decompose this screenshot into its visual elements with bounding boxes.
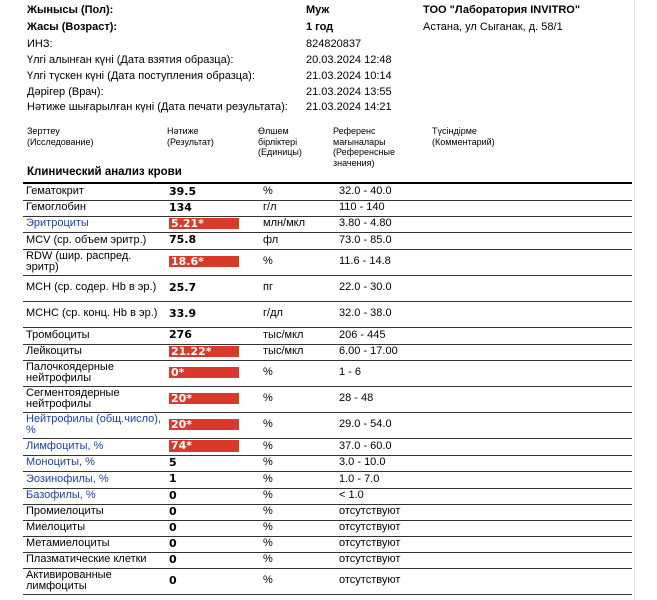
row-reference: 206 - 445 [336, 327, 440, 344]
row-result-cell [166, 386, 260, 412]
results-table [23, 182, 632, 595]
row-result-flagged: 74* [169, 440, 239, 452]
row-reference: 37.0 - 60.0 [336, 438, 440, 455]
row-comment [440, 232, 632, 249]
row-result-cell [166, 504, 260, 520]
row-reference: 29.0 - 54.0 [336, 412, 440, 438]
table-row [23, 471, 632, 488]
table-row [23, 455, 632, 471]
table-row [23, 536, 632, 552]
row-result-flagged: 18.6* [169, 256, 239, 268]
row-name: Сегментоядерные нейтрофилы [23, 386, 166, 412]
table-row [23, 275, 632, 301]
row-reference: 22.0 - 30.0 [336, 275, 440, 301]
table-row [23, 504, 632, 520]
row-result-cell [166, 360, 260, 386]
row-name: MCH (ср. содер. Hb в эр.) [23, 275, 166, 301]
row-unit: % [260, 520, 336, 536]
table-row [23, 344, 632, 360]
row-unit: г/дл [260, 301, 336, 327]
row-result-cell [166, 301, 260, 327]
col-header-comment: Түсіндірме (Комментарий) [432, 126, 495, 147]
sample-received-label: Үлгі түскен күні (Дата поступления образца): [27, 70, 255, 82]
row-name[interactable]: Лимфоциты, % [23, 438, 166, 455]
row-unit: млн/мкл [260, 216, 336, 232]
row-name: Гематокрит [23, 183, 166, 200]
row-name: Палочкоядерные нейтрофилы [23, 360, 166, 386]
inz-label: ИНЗ: [27, 38, 53, 50]
row-reference: отсутствуют [336, 520, 440, 536]
row-comment [440, 536, 632, 552]
row-result: 0 [169, 504, 177, 518]
row-reference: 32.0 - 40.0 [336, 183, 440, 200]
row-result-cell [166, 520, 260, 536]
row-result: 33.9 [169, 306, 197, 320]
row-result: 0 [169, 552, 177, 566]
row-comment [440, 249, 632, 275]
row-result: 39.5 [169, 184, 197, 198]
table-row [23, 301, 632, 327]
row-result: 75.8 [169, 233, 197, 247]
row-result-flagged: 5.21* [169, 218, 239, 230]
row-comment [440, 344, 632, 360]
table-row [23, 232, 632, 249]
row-unit: % [260, 504, 336, 520]
row-result-cell [166, 438, 260, 455]
row-result-cell [166, 455, 260, 471]
row-result-cell [166, 200, 260, 216]
row-name: Плазматические клетки [23, 552, 166, 568]
row-result-cell [166, 249, 260, 275]
row-result: 5 [169, 455, 177, 469]
row-result-cell [166, 488, 260, 504]
row-reference: 1.0 - 7.0 [336, 471, 440, 488]
table-row [23, 438, 632, 455]
row-result-cell [166, 232, 260, 249]
table-row [23, 552, 632, 568]
row-result: 0 [169, 573, 177, 587]
row-comment [440, 520, 632, 536]
row-comment [440, 455, 632, 471]
col-header-units: Өлшем бірліктері (Единицы) [258, 126, 302, 157]
col-header-study: Зерттеу (Исследование) [27, 126, 94, 147]
row-comment [440, 386, 632, 412]
row-result-cell [166, 552, 260, 568]
row-reference: 1 - 6 [336, 360, 440, 386]
sample-taken-value: 20.03.2024 12:48 [306, 54, 392, 66]
row-reference: отсутствуют [336, 552, 440, 568]
row-result: 0 [169, 488, 177, 502]
row-name[interactable]: Моноциты, % [23, 455, 166, 471]
row-result-cell [166, 275, 260, 301]
row-comment [440, 183, 632, 200]
row-unit: % [260, 552, 336, 568]
row-reference: 6.00 - 17.00 [336, 344, 440, 360]
row-result: 0 [169, 536, 177, 550]
row-comment [440, 200, 632, 216]
row-unit: % [260, 488, 336, 504]
table-row [23, 249, 632, 275]
row-comment [440, 301, 632, 327]
row-result: 276 [169, 328, 192, 342]
row-comment [440, 488, 632, 504]
row-result-cell [166, 536, 260, 552]
row-name[interactable]: Нейтрофилы (общ.число), % [23, 412, 166, 438]
row-comment [440, 568, 632, 594]
row-comment [440, 327, 632, 344]
lab-address: Астана, ул Сыганак, д. 58/1 [423, 21, 563, 33]
row-result-flagged: 20* [169, 419, 239, 431]
row-result-flagged: 0* [169, 367, 239, 379]
row-name: MCHC (ср. конц. Hb в эр.) [23, 301, 166, 327]
row-result-cell [166, 216, 260, 232]
table-row [23, 360, 632, 386]
section-title: Клинический анализ крови [27, 166, 182, 178]
col-header-result: Нәтиже (Результат) [167, 126, 214, 147]
table-row [23, 488, 632, 504]
row-name: MCV (ср. объем эритр.) [23, 232, 166, 249]
row-name: Тромбоциты [23, 327, 166, 344]
lab-name: ТОО "Лаборатория INVITRO" [423, 4, 581, 16]
printed-value: 21.03.2024 14:21 [306, 101, 392, 113]
row-result-cell [166, 412, 260, 438]
age-label: Жасы (Возраст): [27, 21, 118, 33]
table-row [23, 386, 632, 412]
row-unit: фл [260, 232, 336, 249]
row-unit: % [260, 386, 336, 412]
row-unit: г/л [260, 200, 336, 216]
row-unit: % [260, 568, 336, 594]
row-comment [440, 216, 632, 232]
row-result: 1 [169, 472, 177, 486]
doctor-value: 21.03.2024 13:55 [306, 86, 392, 98]
page-edge [634, 0, 657, 600]
row-comment [440, 471, 632, 488]
row-reference: 3.0 - 10.0 [336, 455, 440, 471]
row-reference: < 1.0 [336, 488, 440, 504]
row-unit: % [260, 183, 336, 200]
row-unit: % [260, 438, 336, 455]
row-result: 25.7 [169, 280, 197, 294]
row-unit: % [260, 471, 336, 488]
sex-label: Жынысы (Пол): [27, 4, 114, 16]
row-reference: 11.6 - 14.8 [336, 249, 440, 275]
row-name: Миелоциты [23, 520, 166, 536]
row-unit: % [260, 536, 336, 552]
row-unit: % [260, 360, 336, 386]
sample-taken-label: Үлгі алынған күні (Дата взятия образца): [27, 54, 234, 66]
col-header-reference: Референс мағыналары (Референсные значения) [333, 126, 395, 168]
row-reference: 3.80 - 4.80 [336, 216, 440, 232]
row-unit: % [260, 412, 336, 438]
row-name[interactable]: Эозинофилы, % [23, 471, 166, 488]
row-reference: отсутствуют [336, 504, 440, 520]
row-comment [440, 552, 632, 568]
row-result-cell [166, 568, 260, 594]
row-comment [440, 275, 632, 301]
row-reference: отсутствуют [336, 568, 440, 594]
inz-value: 824820837 [306, 38, 362, 50]
table-row [23, 183, 632, 200]
row-comment [440, 412, 632, 438]
row-result-flagged: 20* [169, 393, 239, 405]
table-row [23, 520, 632, 536]
row-comment [440, 438, 632, 455]
row-unit: тыс/мкл [260, 327, 336, 344]
row-reference: 28 - 48 [336, 386, 440, 412]
row-reference: 73.0 - 85.0 [336, 232, 440, 249]
row-result-flagged: 21.22* [169, 346, 239, 358]
row-reference: отсутствуют [336, 536, 440, 552]
row-name: Активированные лимфоциты [23, 568, 166, 594]
row-reference: 110 - 140 [336, 200, 440, 216]
row-name: Метамиелоциты [23, 536, 166, 552]
row-name: RDW (шир. распред. эритр) [23, 249, 166, 275]
row-result-cell [166, 471, 260, 488]
row-unit: тыс/мкл [260, 344, 336, 360]
row-comment [440, 504, 632, 520]
age-value: 1 год [306, 21, 334, 33]
printed-label: Нәтиже шығарылған күні (Дата печати результата): [27, 101, 288, 113]
row-name: Гемоглобин [23, 200, 166, 216]
row-name[interactable]: Эритроциты [23, 216, 166, 232]
row-result-cell [166, 344, 260, 360]
row-reference: 32.0 - 38.0 [336, 301, 440, 327]
row-name: Лейкоциты [23, 344, 166, 360]
row-name[interactable]: Базофилы, % [23, 488, 166, 504]
row-result: 134 [169, 200, 192, 214]
table-row [23, 216, 632, 232]
table-row [23, 327, 632, 344]
row-result: 0 [169, 520, 177, 534]
row-unit: % [260, 249, 336, 275]
sample-received-value: 21.03.2024 10:14 [306, 70, 392, 82]
table-row [23, 200, 632, 216]
sex-value: Муж [306, 4, 330, 16]
row-result-cell [166, 327, 260, 344]
doctor-label: Дәрігер (Врач): [27, 86, 104, 98]
row-unit: пг [260, 275, 336, 301]
row-comment [440, 360, 632, 386]
row-unit: % [260, 455, 336, 471]
table-row [23, 412, 632, 438]
row-result-cell [166, 183, 260, 200]
row-name: Промиелоциты [23, 504, 166, 520]
table-row [23, 568, 632, 594]
